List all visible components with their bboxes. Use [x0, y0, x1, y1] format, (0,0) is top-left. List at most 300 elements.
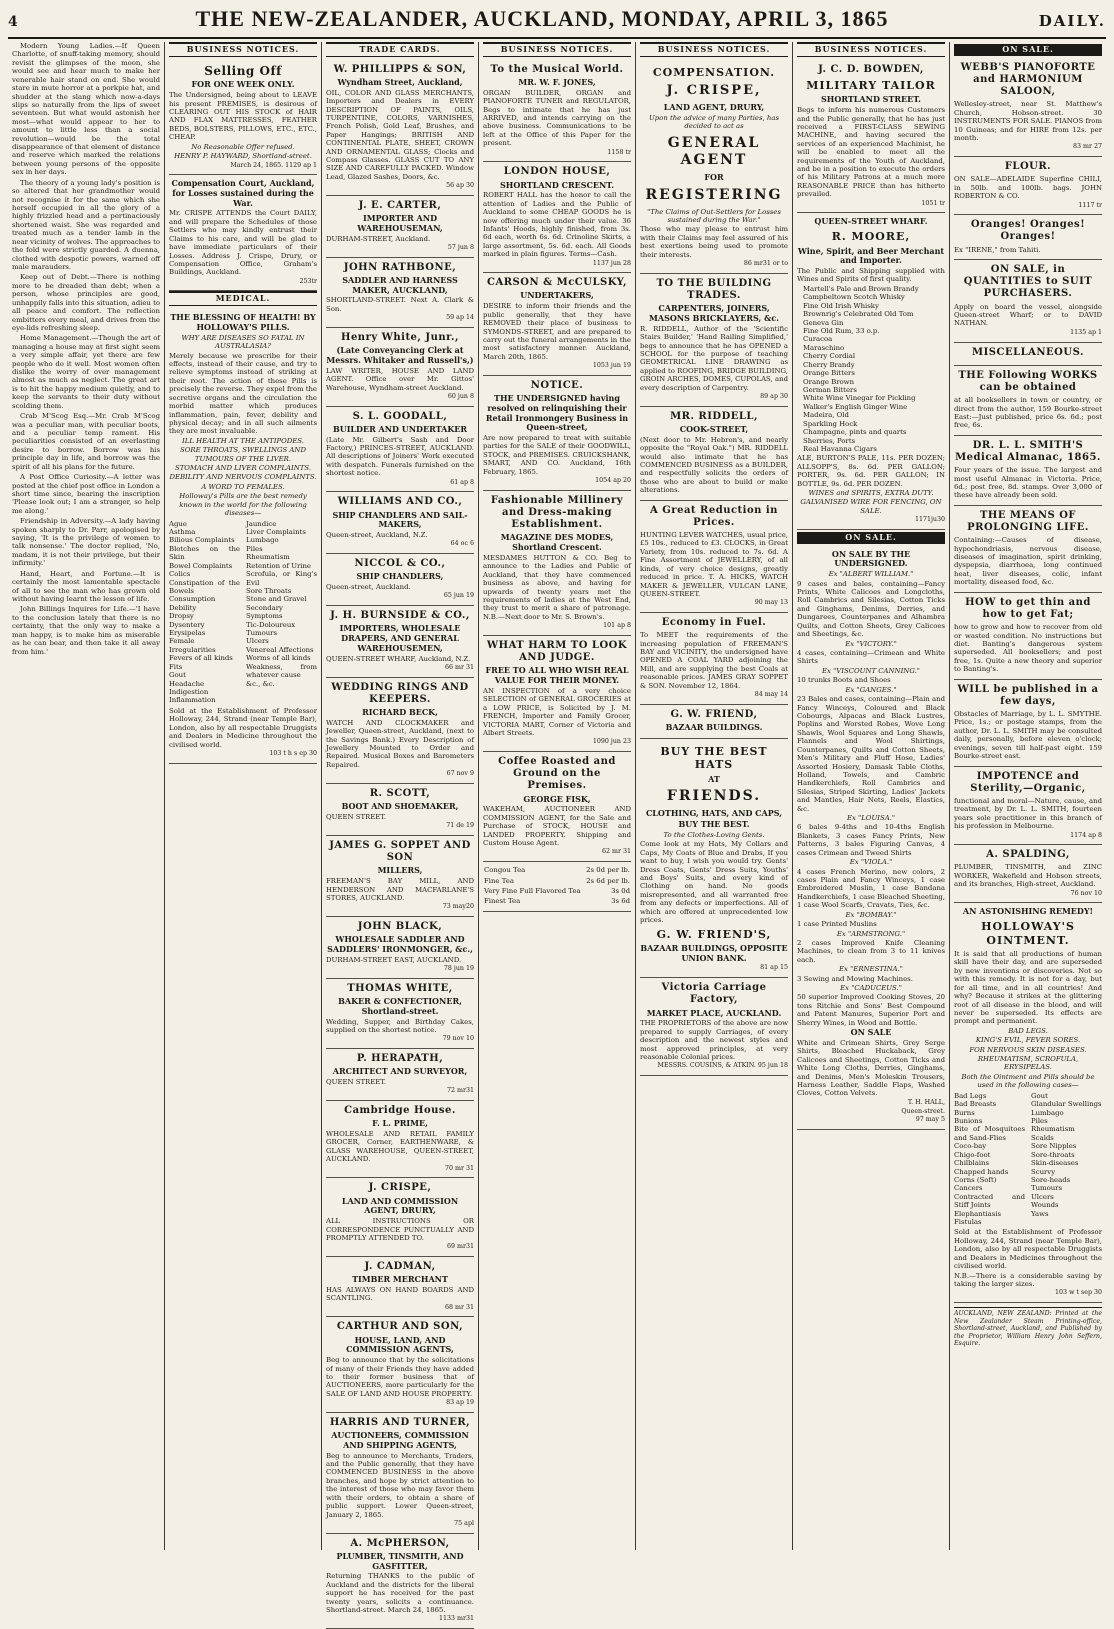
ad-body: (Late Mr. Gilbert's Sash and Door Factory,) PRINCES-STREET, AUCKLAND. All descriptions of Joiners' Work executed with despatch. Funerals furnished on the shortest notice.: [326, 435, 474, 478]
ad-subtitle: SHIP CHANDLERS AND SAIL-MAKERS,: [332, 509, 468, 530]
article-paragraph: Home Management.—Though the art of managing a house may at first sight seem a very simple affair, yet there are few people who do it well. Most women often dislike the worry of over management almost as much as neglect. The great art is to hit the happy medium quietly, and to keep the servants to their duty without scolding them.: [12, 334, 160, 410]
ad-footer: 64 oc 6: [450, 540, 474, 548]
ad-footer: 76 nov 10: [1070, 889, 1102, 897]
article-paragraph: Hand, Heart, and Fortune.—It is certainly the most lamentable spectacle of all to see the man who has grown old without having learnt the lesson of life.: [12, 569, 160, 603]
advertisement: [483, 491, 631, 636]
ship-items: 6 bales 9-4ths and 10-4ths English Blankets, 3 cases Fancy Prints, New Patterns, 3 bales Figuring Canvas, 4 cases Crimean and Tweed Shirts: [797, 823, 945, 857]
disease-item: Gout: [169, 671, 186, 680]
ad-sold-at: Sold at the Establishment of Professor Holloway, 244, Strand (near Temple Bar), London, also by all respectable Druggists and Dealers in Medicines throughout the civilised world.: [954, 1228, 1102, 1271]
advertisement: [954, 58, 1102, 157]
ad-signature: T. H. HALL,: [907, 1098, 945, 1106]
ad-footer: 83 mr 27: [1072, 143, 1102, 151]
ad-subtitle: SHORTLAND CRESCENT.: [499, 179, 614, 190]
ailment-item: Skin-diseases: [1031, 1159, 1079, 1168]
disease-item: Tic-Doloureux: [246, 620, 296, 629]
advertisement: [954, 343, 1102, 366]
advertisement: [954, 157, 1102, 215]
on-sale-label: ON SALE: [850, 1027, 892, 1038]
advertisement: [326, 1178, 474, 1257]
ad-subtitle: WHY ARE DISEASES SO FATAL IN AUSTRALASIA?: [181, 333, 305, 351]
ailment-item: Wounds: [1031, 1201, 1059, 1210]
ad-footer: 68 mr 31: [444, 1303, 474, 1311]
ad-body: Wellesley-street, near St. Matthew's Church, Hobson-street. 30 INSTRUMENTS FOR SALE. PIANOS from 10 Guineas; and for HIRE from 12s. per month.: [954, 100, 1102, 142]
wine-item: Sherries, Ports: [803, 436, 856, 445]
disease-list-left: [169, 520, 240, 705]
ship-name: Ex "ERNESTINA.": [839, 965, 903, 974]
disease-item: Retention of Urine: [246, 561, 312, 570]
ad-footer: 70 mr 31: [444, 1164, 474, 1172]
ad-footer: 1053 jun 19: [592, 362, 631, 370]
ailment-item: Ulcers: [1031, 1192, 1054, 1201]
ailment-item: Chapped hands: [954, 1167, 1009, 1176]
column-header: ON SALE.: [954, 44, 1102, 56]
wine-item: Maraschino: [803, 343, 845, 352]
ad-footer: 1137 jun 28: [592, 259, 631, 267]
ad-section: STOMACH AND LIVER COMPLAINTS.: [174, 464, 312, 473]
ad-footer: 97 may 5: [915, 1116, 945, 1124]
ad-title: ON SALE, in QUANTITIES to SUIT PURCHASERS.: [963, 264, 1093, 300]
ailment-item: Bunions: [954, 1116, 983, 1125]
wine-item: Orange Bitters: [803, 369, 855, 378]
holloway-pills-ad: [169, 309, 317, 763]
ad-body: R. RIDDELL, Author of the 'Scientific Stairs Builder,' 'Hand Railing Simplified,' begs to announce that he has OPENED a SCHOOL for the purpose of teaching GEOMETRICAL LINE DRAWING as applied to ROOFING, BRIDGE BUILDING, GROIN ARCHES, DOMES, CUPOLAS, and every description of Carpentry.: [640, 324, 788, 392]
ad-line: BUY THE BEST.: [678, 819, 750, 830]
ad-body: WAKEHAM, AUCTIONEER AND COMMISSION AGENT, for the Sale and Purchase of STOCK, HOUSE and LANDED PROPERTY. Shipping and Custom House Agent.: [483, 805, 631, 848]
ad-footer: 66 mr 31: [444, 664, 474, 671]
ad-title: Cambridge House.: [344, 1105, 456, 1117]
ailment-item: Gout: [1031, 1091, 1048, 1100]
disease-list-right: [246, 520, 317, 705]
compensation-court-notice: [169, 175, 317, 291]
page-number: 4: [8, 14, 18, 30]
ad-title: DR. L. L. SMITH'S Medical Almanac, 1865.: [955, 439, 1101, 463]
ailment-item: Tumours: [1031, 1184, 1062, 1193]
ad-footer: 65 jun 19: [443, 592, 474, 600]
disease-item: Liver Complaints: [246, 528, 306, 536]
ad-line: FRIENDS.: [666, 788, 762, 805]
advertisement: [326, 917, 474, 979]
disease-item: Fevers of all kinds: [169, 654, 233, 663]
friends-hats-ad: [640, 739, 788, 978]
advertisement: [326, 492, 474, 554]
medical-header: MEDICAL.: [169, 291, 317, 306]
advertisement: [954, 680, 1102, 767]
ad-subtitle: SADDLER AND HARNESS MAKER, AUCKLAND,: [342, 274, 458, 295]
disease-item: Blotches on the Skin: [169, 544, 240, 562]
ad-subtitle: MAGAZINE DES MODES, Shortland Crescent.: [500, 532, 614, 553]
disease-item: Headache: [169, 679, 205, 688]
column-header: BUSINESS NOTICES.: [483, 42, 631, 57]
ailment-item: Coco-bay: [954, 1142, 987, 1151]
wine-item: Sparkling Hock: [803, 419, 858, 428]
ship-name: Ex "GANGES.": [845, 685, 897, 694]
ship-name: Ex "VISCOUNT CANNING.": [822, 666, 920, 675]
ad-subtitle: CARPENTERS, JOINERS, MASONS BRICKLAYERS, &c.: [649, 303, 779, 323]
ad-subtitle: IMPORTER AND WAREHOUSEMAN,: [357, 213, 443, 233]
advertisement: [326, 1101, 474, 1178]
ad-title: HARRIS AND TURNER,: [329, 1416, 471, 1428]
column-2-business-notices: [165, 42, 322, 1550]
ad-title: A. McPHERSON,: [350, 1537, 450, 1549]
ad-title: J. CRISPE,: [368, 1182, 432, 1194]
ad-footer: 60 jun 8: [447, 392, 474, 400]
column-header: BUSINESS NOTICES.: [797, 42, 945, 57]
wine-item: Brownrig's Celebrated Old Tom: [803, 310, 914, 319]
disease-item: Weakness, from whatever cause: [246, 662, 317, 680]
advertisement: [326, 836, 474, 917]
ad-title: R. SCOTT,: [369, 788, 431, 799]
ad-footer: 1054 ap 20: [595, 477, 631, 485]
disease-item: Colics: [169, 570, 191, 579]
ad-title: AN ASTONISHING REMEDY!: [962, 906, 1094, 917]
ship-group-list: [797, 570, 945, 1027]
compensation-agent-ad: [640, 60, 788, 274]
advertisement: [954, 593, 1102, 680]
ad-body: Mr. CRISPE ATTENDS the Court DAILY, and will prepare the Schedules of those Settlers who may kindly entrust their Claims to his care, and will be glad to have immediate particulars of their Losses. Address J. Crispe, Drury, or Compensation Office, Graham's Buildings, Auckland.: [169, 209, 317, 277]
ad-subtitle: MARKET PLACE, AUCKLAND.: [646, 1007, 782, 1018]
advertisement: [640, 274, 788, 407]
disease-item: Jaundice: [246, 519, 277, 528]
ad-subtitle: COOK-STREET,: [679, 423, 749, 434]
ship-items: 4 cases French Merino, new colors, 2 cases Plain and Fancy Winceys, 1 case Embroidered Muslin, 1 case Bandana Handkerchiefs, 1 case Bleached Sheeting, 1 case Wool Scarfs, Cravats, Ties, &c.: [797, 867, 945, 910]
general-agent-heading: GENERAL AGENT: [667, 134, 761, 168]
ailment-item: Yaws: [1031, 1209, 1049, 1218]
column-5-business-notices: [636, 42, 793, 1550]
ad-body: DESIRE to inform their friends and the public generally, that they have REMOVED their place of business to SYMONDS-STREET, and are prepared to carry out the funeral arrangements in the most satisfactory manner. Auckland, March 20th, 1865.: [483, 302, 631, 361]
agent-name: J. CRISPE,: [666, 83, 762, 99]
ailment-item: Elephantiasis: [954, 1209, 1002, 1218]
wine-item: Cherry Brandy: [803, 360, 855, 369]
notice-list: [640, 274, 788, 739]
ad-footer: 1117 tr: [1078, 201, 1102, 209]
ailment-item: Bite of Mosquitoes and Sand-Flies: [954, 1125, 1025, 1142]
advertisement: [483, 636, 631, 752]
wine-item: Cherry Cordial: [803, 352, 856, 361]
printer-imprint: AUCKLAND, NEW ZEALAND: Printed at the New Zealander Steam Printing-office, Shortland-street, Auckland, and Published by the Proprietor, William Henry John Seffern, Esquire.: [954, 1307, 1102, 1348]
disease-item: Erysipelas: [169, 629, 206, 638]
advertisement: [326, 196, 474, 258]
advertisement: [326, 1257, 474, 1317]
ad-section: DEBILITY AND NERVOUS COMPLAINTS.: [169, 473, 317, 482]
disease-item: Stone and Gravel: [246, 595, 307, 604]
ad-title: JOHN RATHBONE,: [343, 261, 457, 273]
ad-subtitle: MILITARY TAILOR: [806, 78, 936, 92]
ad-subtitle: BUILDER AND UNDERTAKER: [332, 423, 468, 434]
ad-closing: Holloway's Pills are the best remedy known in the world for the following diseases—: [179, 492, 307, 518]
ship-items: 4 cases, containing—Crimean and White Shirts: [797, 649, 945, 666]
ad-section: BAD LEGS.: [1008, 1026, 1048, 1035]
ad-closing: Both the Ointment and Pills should be used in the following cases—: [961, 1072, 1095, 1090]
ad-title: NOTICE.: [530, 379, 584, 391]
ad-footer: 103 t h s ep 30: [269, 749, 317, 757]
ad-name: R. MOORE,: [831, 230, 911, 244]
ailment-item: Glandular Swellings: [1031, 1100, 1102, 1109]
on-sale-header: ON SALE.: [797, 532, 945, 544]
ad-body: "The Claims of Out-Settlers for Losses sustained during the War.": [647, 207, 781, 225]
disease-item: Bowel Complaints: [169, 561, 233, 570]
ad-title: Coffee Roasted and Ground on the Premises.: [498, 756, 616, 792]
ad-body: Begs to inform his numerous Customers and the Public generally, that he has just received a FIRST-CLASS SEWING MACHINE, and having secured the services of an experienced Machinist, he will be enabled to meet all the requirements of the Youth of Auckland, and be in a position to execute the orders of his Military Patrons at a much more REASONABLE PRICE than has hitherto prevailed.: [797, 106, 945, 199]
ad-title: A Great Reduction in Prices.: [650, 504, 778, 528]
ad-subtitle: UNDERTAKERS,: [520, 290, 594, 301]
ad-title: IMPOTENCE and Sterility,—Organic,: [970, 770, 1086, 794]
ailment-item: Rheumatism: [1031, 1125, 1075, 1134]
edition-label: DAILY.: [1038, 12, 1106, 30]
ad-footer: 67 nov 9: [446, 770, 474, 778]
ailment-item: Burns: [954, 1108, 975, 1117]
ad-body: THE PROPRIETORS of the above are now prepared to supply Carriages, of every description and the newest styles and most approved principles, at very reasonable Colonial prices.: [640, 1019, 788, 1061]
advertisement: [640, 705, 788, 739]
ad-title: CARTHUR AND SON,: [336, 1321, 464, 1333]
wine-item: White Wine Vinegar for Pickling: [803, 394, 916, 403]
tea-price: 2s 6d per lb.: [586, 876, 630, 885]
ad-title: W. PHILLIPPS & SON,: [333, 63, 467, 75]
ad-subtitle: ARCHITECT AND SURVEYOR,: [332, 1066, 468, 1077]
advertisement: [640, 407, 788, 501]
ailment-item: Scalds: [1031, 1133, 1054, 1142]
ad-title: Oranges! Oranges! Oranges!: [970, 219, 1086, 243]
ad-body: Upon the advice of many Parties, has decided to act as: [648, 113, 780, 131]
disease-item: Sore Throats: [246, 586, 292, 595]
ad-body: functional and moral—Nature, cause, and treatment, by Dr. L. L. SMITH, fourteen years sole practitioner in this branch of his profession in Melbourne.: [954, 796, 1102, 831]
ad-title: Victoria Carriage Factory,: [661, 982, 767, 1006]
ad-body: OIL, COLOR AND GLASS MERCHANTS, Importers and Dealers in EVERY DESCRIPTION OF PAINTS, OILS, TURPENTINE, COLORS, VARNISHES, French Polish, Gold Leaf, Brushes, and Paper Hangings; BRITISH AND CONTINENTAL PLATE, SHEET, CROWN AND ORNAMENTAL GLASS; Clocks and Compass Glasses. GLASS CUT TO ANY SIZE AND CAREFULLY PACKED. Window Lead, Glazed Sashes, Doors, &c.: [326, 88, 474, 181]
ad-title: HOW to get thin and how to get Fat;: [965, 596, 1091, 620]
wine-item: German Bitters: [803, 385, 857, 394]
disease-item: Ague: [169, 519, 187, 528]
wine-item: Walker's English Ginger Wine: [803, 402, 908, 411]
ad-subtitle: AUCTIONEERS, COMMISSION AND SHIPPING AGENTS,: [331, 1430, 469, 1450]
advertisement: [483, 273, 631, 376]
disease-item: Lumbago: [246, 536, 279, 545]
ad-footer: 61 ap 8: [450, 478, 474, 486]
disease-item: Tumours: [246, 629, 277, 638]
ship-items: 10 trunks Boots and Shoes: [797, 676, 891, 685]
wine-item: Campbeltown Scotch Whisky: [803, 293, 905, 302]
ad-body: Containing:—Causes of disease, hypochondriasis, nervous disease, diseases of imagination, spirit drinking, dyspepsia, diarrhoea, long continued heat, liver diseases, colic, infant mortality, diseased food, &c.: [954, 536, 1102, 587]
ad-title: WILL be published in a few days,: [957, 683, 1099, 707]
article-paragraph: Modern Young Ladies.—If Queen Charlotte, of snuff-taking memory, should revisit the glimpses of the moon, she would see and hear much to make her venerable hair stand on end. She would stare in mute horror at a porkpie hat, and shudder at the slang which now-a-days slips so naturally from the lips of sweet seventeen. But what would astonish her most—what would appear to her to amount to little less than a social revolution—would be the total disappearance of that element of distance and reserve which marked the relations between young persons of the opposite sex in her days.: [12, 42, 160, 177]
ad-subtitle: BOOT AND SHOEMAKER,: [341, 801, 459, 812]
ad-title: WILLIAMS AND CO.,: [337, 496, 463, 508]
disease-item: Worms of all kinds: [246, 654, 311, 663]
ad-body: FREEMAN'S BAY MILL, AND HENDERSON AND MACFARLANE'S STORES, AUCKLAND.: [326, 877, 474, 902]
ad-title: THE BLESSING OF HEALTH! BY HOLLOWAY'S PILLS.: [170, 312, 316, 332]
advertisement: [954, 366, 1102, 436]
ad-section: SORE THROATS, SWELLINGS AND TUMOURS OF THE LIVER.: [180, 446, 306, 463]
ad-subtitle: MILLERS,: [377, 865, 423, 876]
column-header: BUSINESS NOTICES.: [169, 42, 317, 57]
wine-item: Fine Old Rum, 33 o.p.: [803, 327, 880, 336]
ad-footer: 1133 mr31: [438, 1615, 474, 1623]
ad-subtitle: PLUMBER, TINSMITH, AND GASFITTER,: [336, 1550, 464, 1571]
ailment-item: Chilblains: [954, 1159, 990, 1168]
ailment-item: Bad Breasts: [954, 1100, 997, 1109]
ad-title: Fashionable Millinery and Dress-making Establishment.: [490, 494, 624, 531]
ailment-item: Scurvy: [1031, 1167, 1056, 1176]
ad-title: Henry White, Junr.,: [341, 331, 459, 343]
ship-items: 3 Sewing and Mowing Machines.: [797, 974, 913, 983]
ad-subtitle: IMPORTERS, WHOLESALE DRAPERS, AND GENERAL WAREHOUSEMEN,: [339, 623, 461, 653]
ailment-item: Piles: [1031, 1116, 1048, 1125]
advertisement: [954, 436, 1102, 506]
ad-footer: MESSRS. COUSINS, & ATKIN. 95 jun 18: [657, 1062, 788, 1070]
ship-name: Ex "LOUISA.": [846, 814, 896, 823]
ad-section: RHEUMATISM, SCROFULA, ERYSIPELAS.: [977, 1055, 1079, 1072]
tea-price: 3s 0d: [611, 886, 630, 895]
advertisement: [483, 60, 631, 163]
ad-subtitle: (Late Conveyancing Clerk at Messrs. Whitaker and Russell's,): [326, 345, 474, 365]
ad-title: J. H. BURNSIDE & CO.,: [330, 610, 470, 622]
article-paragraph: A Post Office Curiosity.—A letter was posted at the chief post office in London a short time since, bearing the inscription 'Please look out; I am a stranger, so help me along.': [12, 473, 160, 515]
ad-body: MESDAMES HUTTON & CO. Beg to announce to the Ladies and Public of Auckland, that they have commenced business as above, and having for upwards of twenty years met the requirements of ladies at the West End, they trust to merit a share of patronage. N.B.—Next door to Mr. S. Brown's.: [483, 553, 631, 621]
ship-name: Ex "CADUCEUS.": [840, 984, 902, 993]
ailment-item: Contracted and Stiff Joints: [954, 1192, 1025, 1210]
ad-line: To the Clothes-Loving Gents.: [663, 830, 765, 839]
ad-title: TO THE BUILDING TRADES.: [656, 277, 772, 301]
column-3-trade-cards: [322, 42, 479, 1623]
ad-footer: 57 jun 8: [447, 244, 474, 252]
ad-title: Selling Off: [204, 63, 282, 78]
ad-section: A WORD TO FEMALES.: [201, 482, 285, 491]
ad-subtitle: THE UNDERSIGNED having resolved on relinquishing their Retail Ironmongery Business in Queen-street,: [485, 393, 629, 433]
ad-body: HAS ALWAYS ON HAND BOARDS AND SCANTLING.: [326, 1285, 474, 1303]
ad-subtitle: WHOLESALE SADDLER AND SADDLERS' IRONMONGER, &c.,: [327, 934, 473, 955]
ad-body: SHORTLAND-STREET. Next A. Clark & Son.: [326, 296, 474, 313]
tea-item: Finest Tea: [484, 897, 521, 906]
disease-item: &c., &c.: [246, 679, 275, 688]
moore-wine-ad: [797, 213, 945, 530]
ad-subtitle: SHORTLAND STREET.: [821, 94, 921, 105]
advertisement: [326, 1534, 474, 1629]
agent-role: LAND AGENT, DRURY,: [663, 102, 765, 113]
ailment-item: Lumbago: [1031, 1108, 1064, 1117]
ad-subtitle: RICHARD BECK,: [362, 707, 438, 718]
notice-list: [483, 60, 631, 862]
ad-title: G. W. FRIEND,: [670, 708, 758, 720]
ad-body: It is said that all productions of human skill have their day, and are superseded by new inventions or discoveries. Not so with this remedy. It is not for a day, but for all time, and in all countries! And why? Because it strikes at the glittering root of all disease in the blood, and will never be superseded. Its effects are prompt and permanent.: [954, 949, 1102, 1026]
undersigned-sale-ad: [797, 546, 945, 1130]
tea-price-table: [483, 865, 631, 907]
ad-line: BUY THE BEST HATS: [660, 744, 768, 772]
ad-subtitle: BAZAAR BUILDINGS.: [665, 722, 763, 733]
ad-footer: 78 jun 19: [443, 965, 474, 973]
ad-ale: ALE, BURTON'S PALE, 11s. PER DOZEN; ALLSOPP'S, 8s. 6d. PER GALLON; PORTER, 9s. 6d. PER GALLON; IN BOTTLE, 9s. 6d. PER DOZEN.: [797, 454, 945, 488]
advertisement: [640, 613, 788, 705]
ad-body: AN INSPECTION of a very choice SELECTION of GENERAL GROCERIES at a LOW PRICE, is Solicited by J. M. FRENCH, Importer and Family Grocer, VICTORIA MART, Corner of Victoria and Albert Streets.: [483, 686, 631, 737]
ad-title: MISCELLANEOUS.: [972, 346, 1084, 358]
ad-body: Are now prepared to treat with suitable parties for the SALE of their GOODWILL, STOCK, and PREMISES. CRUICKSHANK, SMART, AND CO. Auckland, 16th February, 1865.: [483, 434, 631, 476]
ad-section: KING'S EVIL, FEVER SORES.: [975, 1036, 1081, 1045]
ad-signature: G. W. FRIEND'S,: [656, 927, 772, 941]
advertisement: [326, 258, 474, 328]
advertisement: [483, 376, 631, 491]
ad-footer: March 24, 1865. 1129 ap 1: [230, 161, 317, 169]
ad-role: Wine, Spirit, and Beer Merchant and Importer.: [797, 245, 945, 266]
ship-name: Ex "VICTORY.": [845, 639, 897, 648]
ad-line: AT: [708, 773, 720, 784]
ship-items: 50 superior Improved Cooking Stoves, 20 tons Ritchie and Sons' Best Compound and Patent Manures, Superior Port and Sherry Wines, in Wood and Bottle.: [797, 993, 945, 1027]
disease-item: Bilious Complaints: [169, 536, 235, 545]
ad-footer: 83 ap 19: [446, 1399, 474, 1407]
ad-title: JAMES G. SOPPET AND SON: [329, 840, 471, 864]
ad-footer: 1158 tr: [607, 148, 631, 156]
ad-body: how to grow and how to recover from old or wasted condition. No instructions but diet. Banting's dangerous system superseded. All booksellers; and post free, 1s. Quite a new theory and superior to Banting's.: [954, 623, 1102, 674]
disease-item: Ulcers: [246, 637, 269, 646]
ad-section: ILL HEALTH AT THE ANTIPODES.: [182, 436, 304, 445]
ship-items: 23 Bales and cases, containing—Plain and Fancy Winceys, Coloured and Black Cobourgs, Alpacas and Black Lustres, Poplins and Worsted Robes, Wove Long Shawls, Wool Squares and Long Shawls, Flannels and Wool Shirtings, Counterpanes, Quilts and Cotton Sheets, Men's Military and Fluff Hose, Ladies' Assorted Hosiery, Damask Table Cloths, Holland, Towels, and Cambric Handkerchiefs, Roll Cambrics and Silesias, Striped Skirting, Ladies' Jackets and Mantles, Hair Nets, Reels, Elastics, &c.: [797, 695, 945, 813]
ad-footer: 81 ap 15: [760, 964, 788, 972]
ad-title: MR. RIDDELL,: [670, 410, 758, 422]
advertisement: [326, 1317, 474, 1412]
ad-note: N.B.—There is a considerable saving by taking the larger sizes.: [954, 1271, 1102, 1288]
tea-item: Very Fine Full Flavored Tea: [484, 886, 581, 895]
advertisement: [954, 767, 1102, 846]
wine-item: Orange Brown: [803, 377, 855, 386]
ailment-item: Sore Nipples: [1031, 1142, 1077, 1151]
newspaper-title: THE NEW-ZEALANDER, AUCKLAND, MONDAY, APRIL 3, 1865: [195, 6, 889, 31]
ad-body: Ex "IRENE," from Tahiti.: [954, 245, 1041, 254]
ad-footer: 86 mr31 or to: [743, 260, 788, 268]
advertisement: [326, 784, 474, 836]
bowden-tailor-ad: [797, 60, 945, 214]
ad-title: COMPENSATION.: [652, 65, 776, 79]
ad-body: ALL INSTRUCTIONS OR CORRESPONDENCE PUNCTUALLY AND PROMPTLY ATTENDED TO.: [326, 1217, 474, 1242]
columns: [8, 42, 1106, 1623]
ad-footer: 69 mr31: [446, 1243, 474, 1251]
ad-title: FLOUR.: [1004, 161, 1052, 173]
ad-signature: HENRY P. HAYWARD, Shortland-street.: [174, 152, 312, 161]
article-paragraph: Friendship in Adversity.—A lady having spoken sharply to Dr. Parr, apologised by saying, 'It is the privilege of women to talk nonsense.' The doctor replied, 'No, madam, it is not their privilege, but their infirmity.': [12, 517, 160, 568]
wine-item: Martell's Pale and Brown Brandy: [803, 284, 919, 293]
wine-item: Geneva Gin: [803, 318, 844, 327]
advertisement: [640, 501, 788, 613]
tea-price-row: [483, 886, 631, 896]
article-paragraph: Keep out of Debt.—There is nothing more to be dreaded than debt; when a person, whose principles are good, unhappily falls into this situation, adieu to all peace and comfort. The reflection embitters every meal, and drives from the eye-lids refreshing sleep.: [12, 273, 160, 332]
advertisement: [326, 554, 474, 606]
advertisement: [326, 1413, 474, 1534]
ailment-item: Cancers: [954, 1184, 983, 1193]
ad-title: LONDON HOUSE,: [503, 166, 611, 178]
advertisement: [326, 606, 474, 678]
advertisement: [483, 752, 631, 862]
selling-off-notice: [169, 60, 317, 175]
ad-subtitle: FOR ONE WEEK ONLY.: [191, 79, 295, 90]
ad-footer: 84 may 14: [754, 691, 788, 699]
ad-body: DURHAM-STREET EAST, AUCKLAND.: [326, 955, 462, 964]
column-header: TRADE CARDS.: [326, 42, 474, 57]
ad-footer: 89 ap 30: [760, 393, 788, 401]
disease-item: Dropsy: [169, 612, 194, 621]
wine-item: Madeira, Old: [803, 411, 849, 420]
ailment-item: Fistulas: [954, 1218, 982, 1227]
wine-item: Fine Old Irish Whisky: [803, 301, 879, 310]
ad-body: LAW WRITER, HOUSE AND LAND AGENT. Office over Mr. Gittos' Warehouse, Wyndham-street Auckland.: [326, 366, 474, 392]
ad-title: WEDDING RINGS AND KEEPERS.: [331, 681, 469, 705]
ad-footer: 1171ju30: [914, 516, 945, 524]
carriage-factory-ad: [640, 978, 788, 1076]
ad-title: Economy in Fuel.: [661, 617, 767, 629]
disease-item: Debility: [169, 603, 197, 612]
column-6-business-notices: [793, 42, 950, 1550]
ad-subtitle: FREE TO ALL WHO WISH REAL VALUE FOR THEIR MONEY.: [485, 665, 629, 686]
disease-item: Fits: [169, 662, 183, 671]
wine-item: Real Havanna Cigars: [803, 444, 877, 453]
disease-item: Venereal Affections: [246, 645, 314, 654]
ointment-list-right: [1031, 1092, 1102, 1227]
ad-footer: 103 w t sep 30: [1055, 1289, 1102, 1297]
ad-footer: 72 mr31: [446, 1087, 474, 1095]
